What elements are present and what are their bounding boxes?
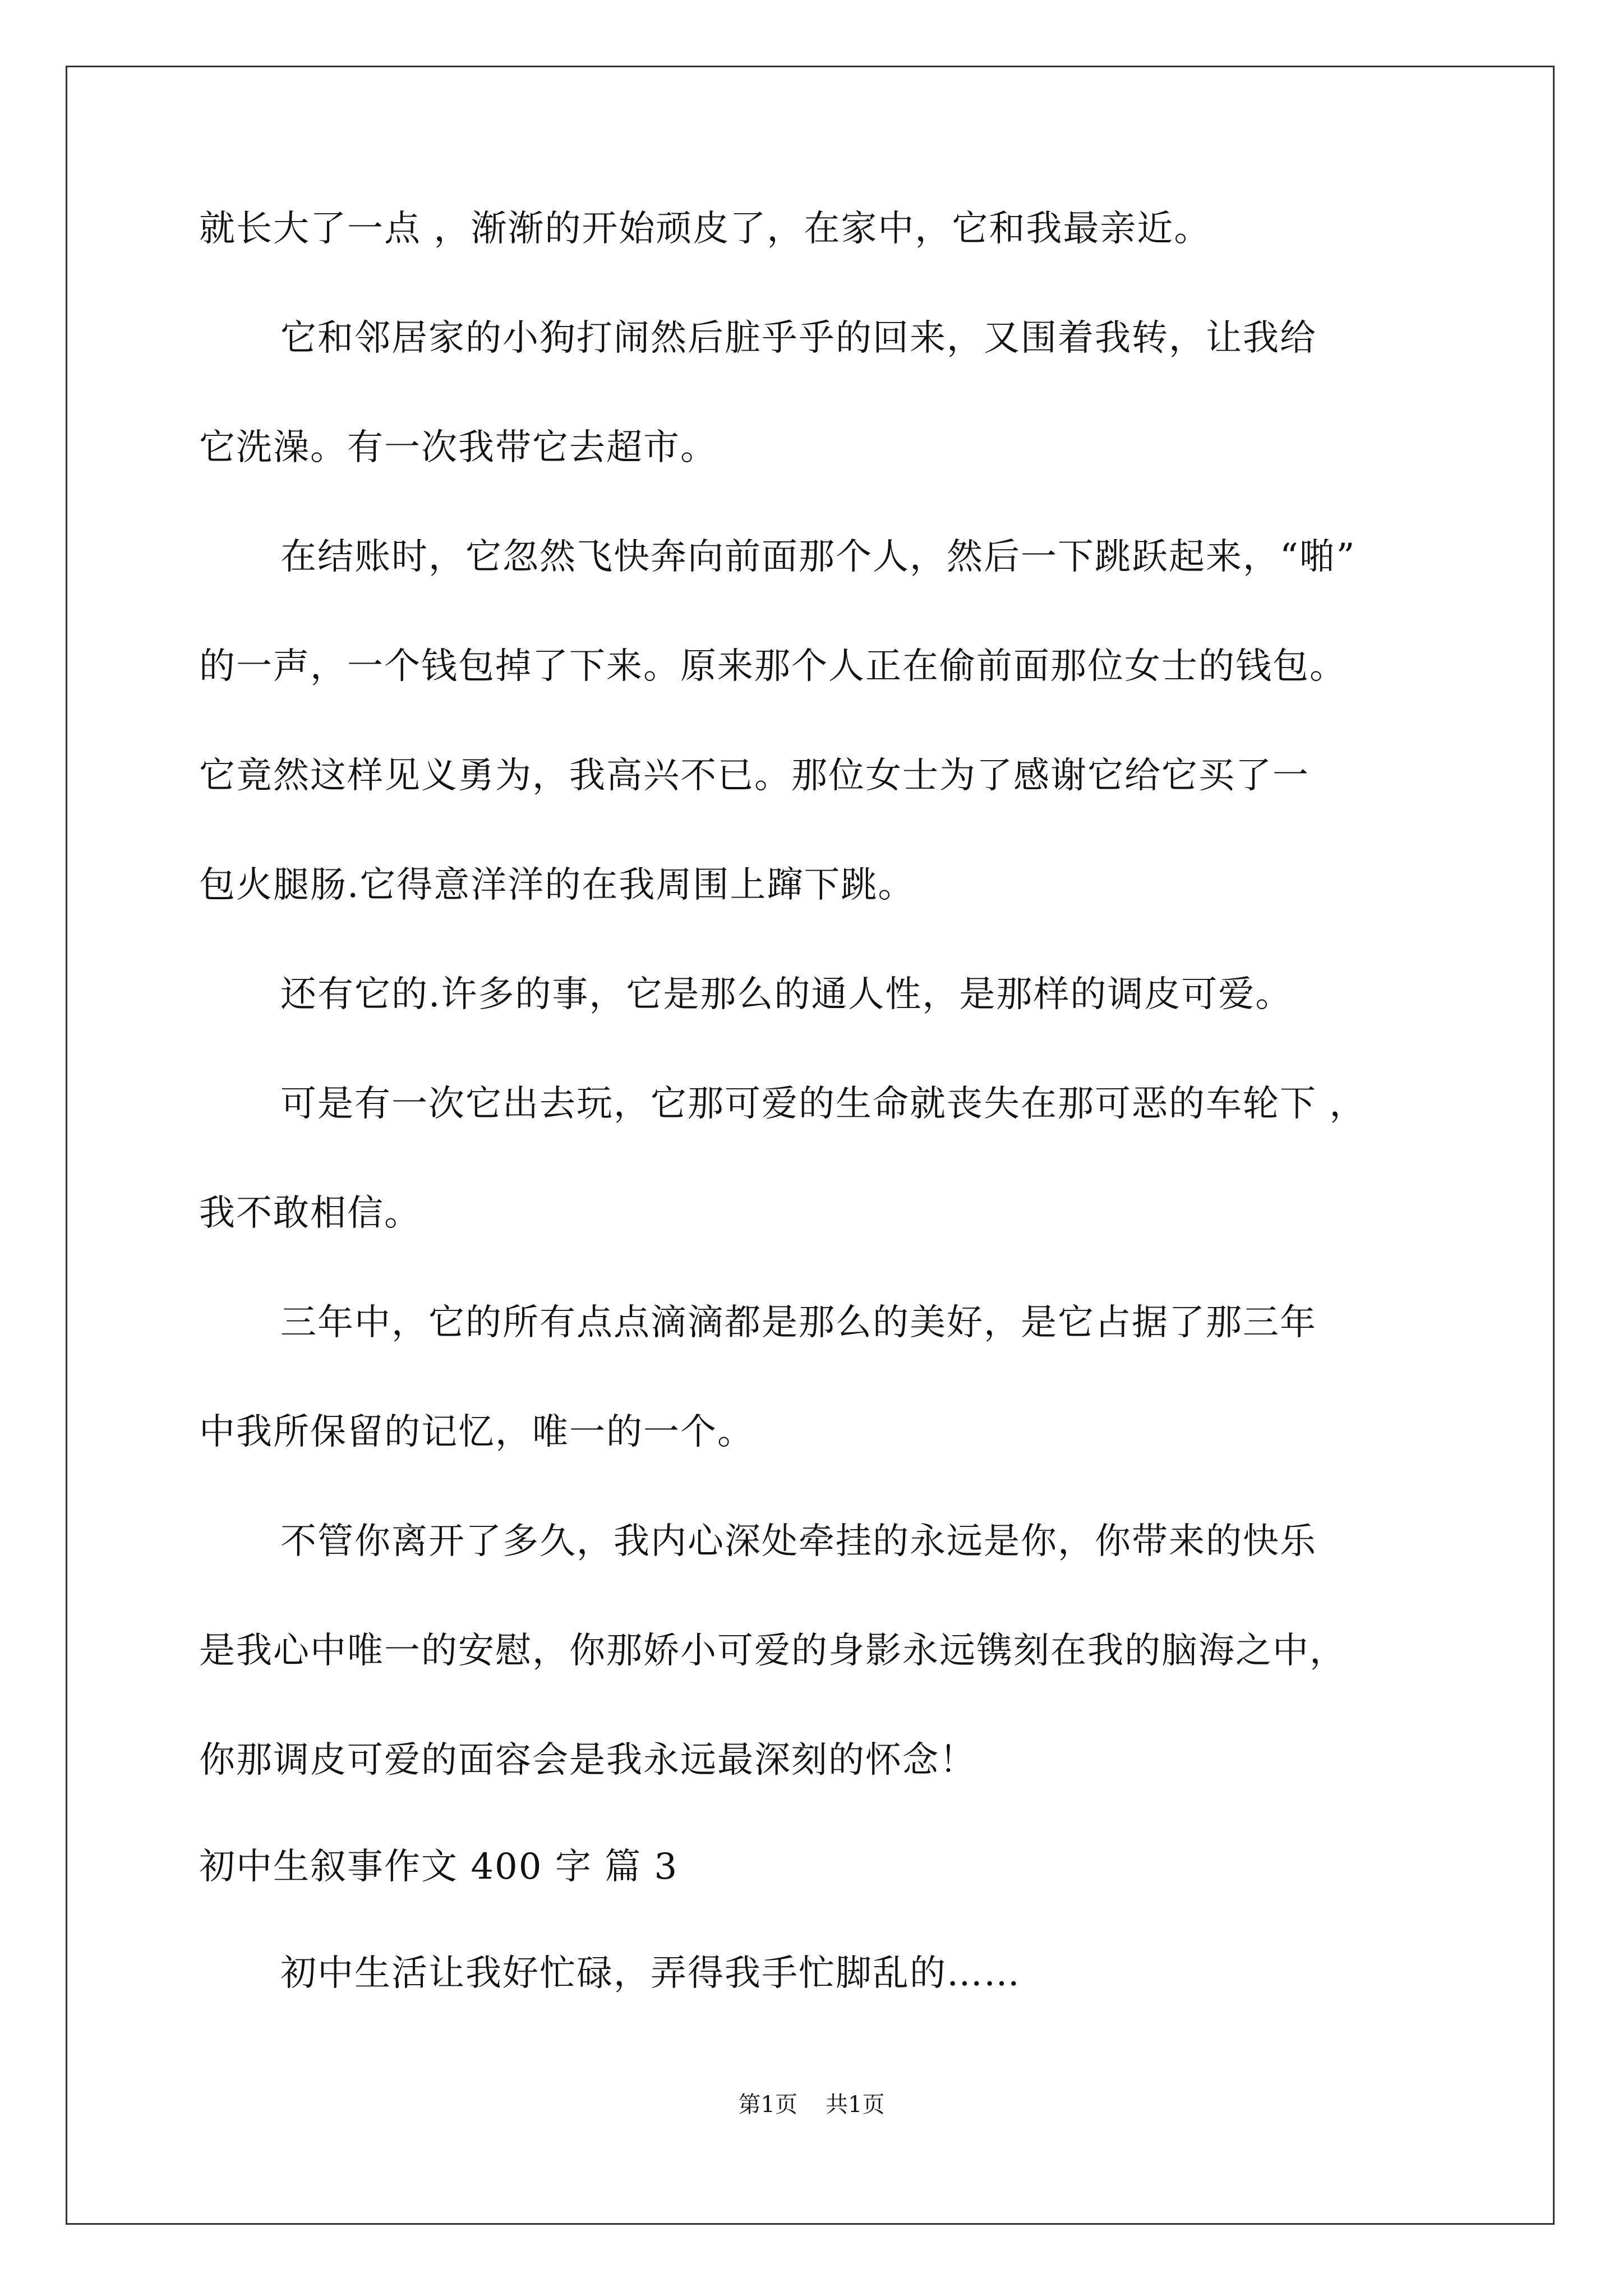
text-line: 不管你离开了多久，我内心深处牵挂的永远是你，你带来的快乐 xyxy=(280,1521,1317,1562)
text-line: 它洗澡。有一次我带它去超市。 xyxy=(199,427,717,468)
text-line: 我不敢相信。 xyxy=(199,1193,421,1234)
text-line: 初中生活让我好忙碌，弄得我手忙脚乱的…… xyxy=(280,1953,1021,1994)
text-line: 可是有一次它出去玩，它那可爱的生命就丧失在那可恶的车轮下 ， xyxy=(280,1083,1367,1125)
page-border xyxy=(66,66,1555,2225)
page-footer xyxy=(0,2088,1623,2122)
text-line: 包火腿肠.它得意洋洋的在我周围上蹿下跳。 xyxy=(199,864,915,906)
text-line: 三年中，它的所有点点滴滴都是那么的美好，是它占据了那三年 xyxy=(280,1302,1317,1343)
text-line: 它竟然这样见义勇为，我高兴不已。那位女士为了感谢它给它买了一 xyxy=(199,755,1310,797)
text-line: 中我所保留的记忆，唯一的一个。 xyxy=(199,1411,754,1453)
page-number: 第1页 xyxy=(738,2092,797,2118)
text-line: 是我心中唯一的安慰，你那娇小可爱的身影永远镌刻在我的脑海之中， xyxy=(199,1630,1347,1672)
text-line: 你那调皮可爱的面容会是我永远最深刻的怀念！ xyxy=(199,1740,976,1781)
text-line: 还有它的.许多的事，它是那么的通人性，是那样的调皮可爱。 xyxy=(280,974,1293,1015)
section-heading: 初中生叙事作文 400 字 篇 3 xyxy=(199,1846,679,1888)
text-line: 在结账时，它忽然飞快奔向前面那个人，然后一下跳跃起来，“啪” xyxy=(280,536,1356,578)
page-total: 共1页 xyxy=(826,2092,885,2118)
text-line: 它和邻居家的小狗打闹然后脏乎乎的回来，又围着我转，让我给 xyxy=(280,318,1317,359)
text-line: 的一声，一个钱包掉了下来。原来那个人正在偷前面那位女士的钱包。 xyxy=(199,646,1347,687)
text-line: 就长大了一点 ，渐渐的开始顽皮了，在家中，它和我最亲近。 xyxy=(199,208,1211,250)
